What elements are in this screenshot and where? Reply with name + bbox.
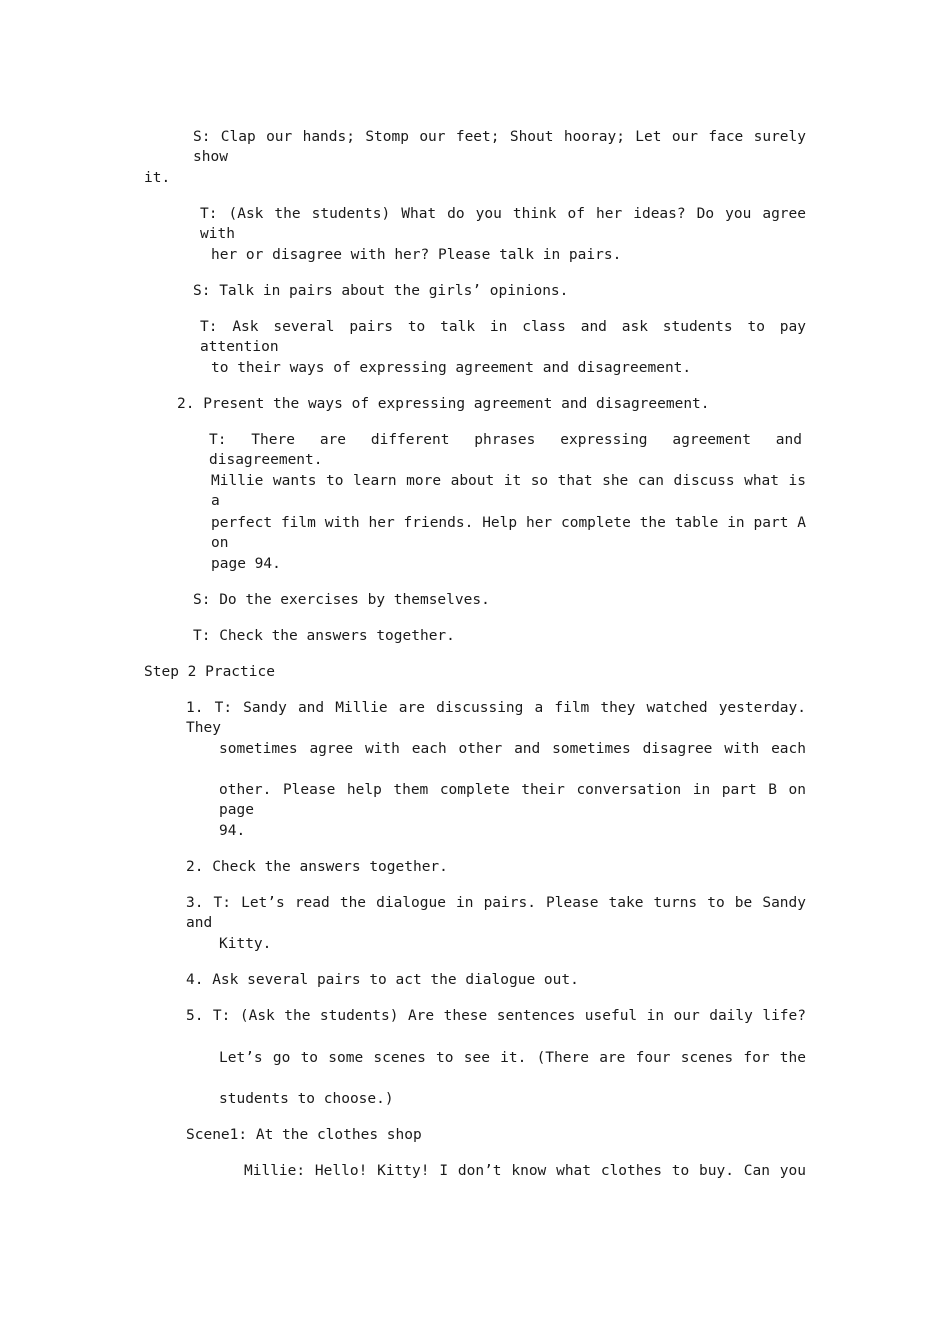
text-line: to their ways of expressing agreement and disagreement. bbox=[211, 360, 692, 376]
text-line: perfect film with her friends. Help her complete the table in part A on bbox=[211, 515, 806, 551]
text-line: Let’s go to some scenes to see it. (There are four scenes for the bbox=[219, 1050, 806, 1066]
text-line: Kitty. bbox=[219, 936, 272, 952]
text-line: T: (Ask the students) What do you think of her ideas? Do you agree with bbox=[200, 206, 806, 242]
text-line: 94. bbox=[219, 823, 246, 839]
text-line: S: Clap our hands; Stomp our feet; Shout hooray; Let our face surely show bbox=[193, 129, 806, 165]
text-line: 3. T: Let’s read the dialogue in pairs. Please take turns to be Sandy and bbox=[186, 895, 806, 931]
text-line: page 94. bbox=[211, 556, 281, 572]
text-line: 1. T: Sandy and Millie are discussing a film they watched yesterday. They bbox=[186, 700, 806, 736]
section-heading: Step 2 Practice bbox=[144, 664, 275, 680]
text-line: her or disagree with her? Please talk in pairs. bbox=[211, 247, 622, 263]
text-line: T: Ask several pairs to talk in class and ask students to pay attention bbox=[200, 319, 806, 355]
text-line: 2. Present the ways of expressing agreement and disagreement. bbox=[177, 396, 710, 412]
text-line: 5. T: (Ask the students) Are these sentences useful in our daily life? bbox=[186, 1008, 806, 1024]
text-line: T: Check the answers together. bbox=[193, 628, 455, 644]
text-line: T: There are different phrases expressing agreement and disagreement. bbox=[209, 432, 802, 468]
text-line: 2. Check the answers together. bbox=[186, 859, 448, 875]
text-line: 4. Ask several pairs to act the dialogue out. bbox=[186, 972, 579, 988]
text-line: Millie: Hello! Kitty! I don’t know what clothes to buy. Can you bbox=[244, 1163, 806, 1179]
text-line: it. bbox=[144, 170, 171, 186]
text-line: S: Do the exercises by themselves. bbox=[193, 592, 490, 608]
text-line: S: Talk in pairs about the girls’ opinions. bbox=[193, 283, 569, 299]
text-line: Scene1: At the clothes shop bbox=[186, 1127, 422, 1143]
text-line: Millie wants to learn more about it so that she can discuss what is a bbox=[211, 473, 806, 509]
text-line: other. Please help them complete their conversation in part B on page bbox=[219, 782, 806, 818]
text-line: sometimes agree with each other and sometimes disagree with each bbox=[219, 741, 806, 757]
text-line: students to choose.) bbox=[219, 1091, 394, 1107]
